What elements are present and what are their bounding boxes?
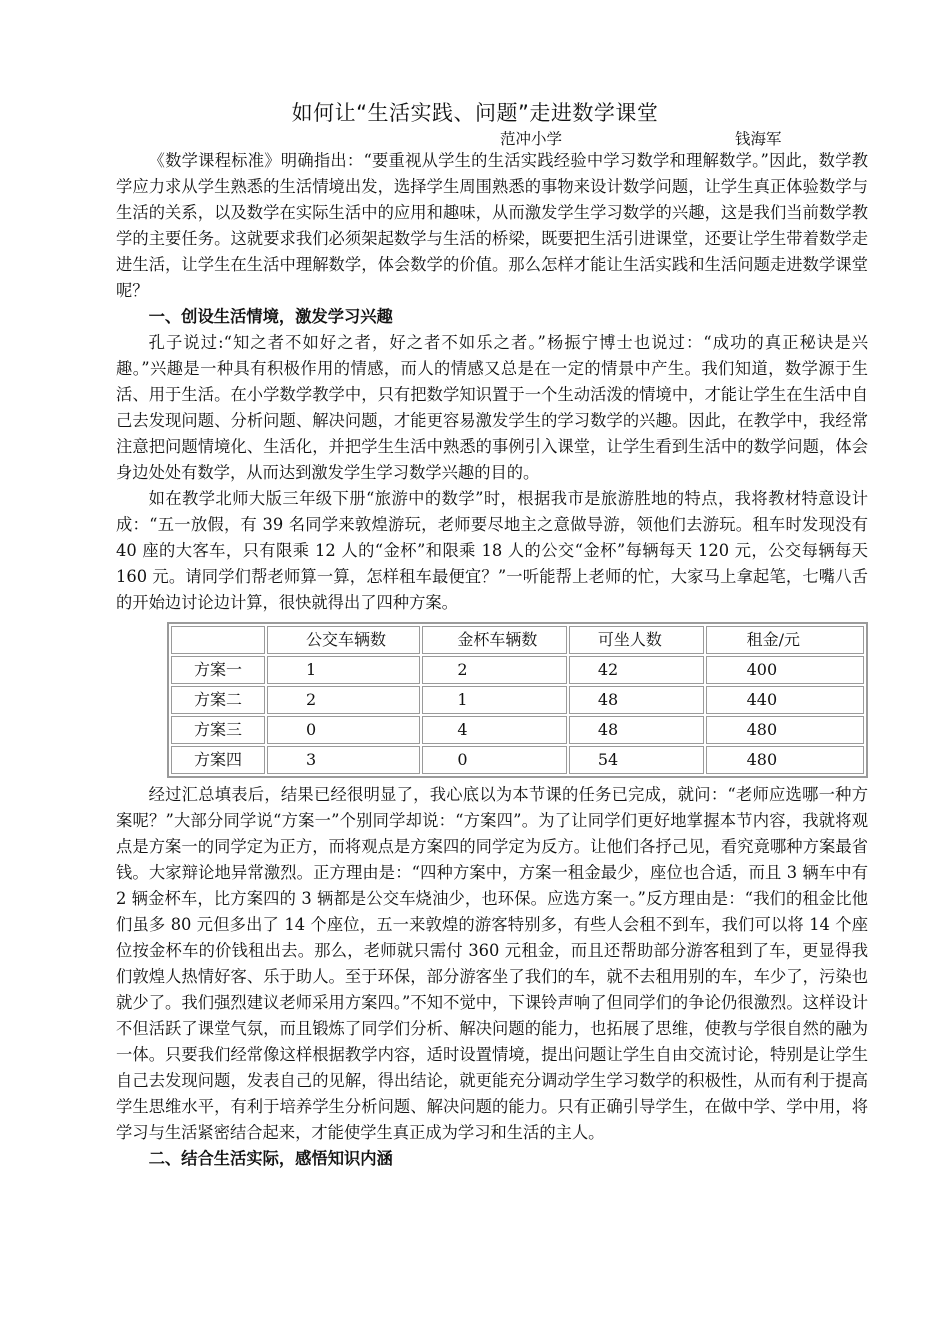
table-cell: 2 <box>422 656 567 684</box>
article-body <box>116 148 868 1172</box>
table-cell: 48 <box>569 716 704 744</box>
paragraph-discussion: 经过汇总填表后，结果已经很明显了，我心底以为本节课的任务已完成，就问：“老师应选哪一种方案呢？”大部分同学说“方案一”个别同学却说：“方案四”。为了让同学们更好地掌握本节内容，我就将观点是方案一的同学定为正方，而将观点是方案四的同学定为反方。让他们各抒己见，看究竟哪种方案最省钱。大家辩论地异常激烈。正方理由是：“四种方案中，方案一租金最少，座位也合适，而且 3 辆车中有 2 辆金杯车，比方案四的 3 辆都是公交车烧油少，也环保。应选方案一。”反方理由是：“我们的租金比他们虽多 80 元但多出了 14 个座位，五一来敦煌的游客特别多，有些人会租不到车，我们可以将 14 个座位按金杯车的价钱租出去。那么，老师就只需付 360 元租金，而且还帮助部分游客租到了车，更显得我们敦煌人热情好客、乐于助人。至于环保，部分游客坐了我们的车，就不去租用别的车，车少了，污染也就少了。我们强烈建议老师采用方案四。”不知不觉中，下课铃声响了但同学们的争论仍很激烈。这样设计不但活跃了课堂气氛，而且锻炼了同学们分析、解决问题的能力，也拓展了思维，使教与学很自然的融为一体。只要我们经常像这样根据教学内容，适时设置情境，提出问题让学生自由交流讨论，特别是让学生自己去发现问题，发表自己的见解，得出结论，就更能充分调动学生学习数学的积极性，从而有利于提高学生思维水平，有利于培养学生分析问题、解决问题的能力。只有正确引导学生，在做中学、学中用，将学习与生活紧密结合起来，才能使学生真正成为学习和生活的主人。 <box>116 785 868 1142</box>
plan-table <box>167 622 868 778</box>
table-cell: 方案三 <box>171 716 265 744</box>
table-row <box>171 746 864 774</box>
table-header-cell: 公交车辆数 <box>267 626 420 654</box>
table-cell: 480 <box>706 716 864 744</box>
table-cell: 42 <box>569 656 704 684</box>
school-name: 范冲小学 <box>500 130 563 148</box>
table-cell: 0 <box>422 746 567 774</box>
table-cell: 0 <box>267 716 420 744</box>
table-cell: 480 <box>706 746 864 774</box>
table-cell: 方案一 <box>171 656 265 684</box>
table-cell: 方案四 <box>171 746 265 774</box>
table-row <box>171 716 864 744</box>
table-cell: 54 <box>569 746 704 774</box>
table-header-cell: 租金/元 <box>706 626 864 654</box>
table-cell: 2 <box>267 686 420 714</box>
table-cell: 440 <box>706 686 864 714</box>
table-row <box>171 656 864 684</box>
table-cell: 48 <box>569 686 704 714</box>
table-cell: 400 <box>706 656 864 684</box>
table-row <box>171 686 864 714</box>
table-cell: 1 <box>422 686 567 714</box>
table-cell: 4 <box>422 716 567 744</box>
paragraph-intro: 《数学课程标准》明确指出：“要重视从学生的生活实践经验中学习数学和理解数学。”因此，数学教学应力求从学生熟悉的生活情境出发，选择学生周围熟悉的事物来设计数学问题，让学生真正体验数学与生活的关系，以及数学在实际生活中的应用和趣味，从而激发学生学习数学的兴趣，这是我们当前数学教学的主要任务。这就要求我们必须架起数学与生活的桥梁，既要把生活引进课堂，还要让学生带着数学走进生活，让学生在生活中理解数学，体会数学的价值。那么怎样才能让生活实践和生活问题走进数学课堂呢？ <box>116 151 868 300</box>
author-name: 钱海军 <box>735 130 782 148</box>
table-header-cell <box>171 626 265 654</box>
section-heading-2: 二、结合生活实际，感悟知识内涵 <box>148 1149 393 1168</box>
table-header-cell: 可坐人数 <box>569 626 704 654</box>
table-header-row <box>171 626 864 654</box>
section-heading-1: 一、创设生活情境，激发学习兴趣 <box>148 307 393 326</box>
table-cell: 1 <box>267 656 420 684</box>
paragraph-example: 如在教学北师大版三年级下册“旅游中的数学”时，根据我市是旅游胜地的特点，我将教材特意设计成：“五一放假，有 39 名同学来敦煌游玩，老师要尽地主之意做导游，领他们去游玩。租车时发现没有 40 座的大客车，只有限乘 12 人的“金杯”和限乘 18 人的公交“金杯”每辆每天 120 元，公交每辆每天 160 元。请同学们帮老师算一算，怎样租车最便宜？”一听能帮上老师的忙，大家马上拿起笔，七嘴八舌的开始边讨论边计算，很快就得出了四种方案。 <box>116 489 868 612</box>
table-header-cell: 金杯车辆数 <box>422 626 567 654</box>
paragraph-interest: 孔子说过:“知之者不如好之者，好之者不如乐之者。”杨振宁博士也说过：“成功的真正秘诀是兴趣。”兴趣是一种具有积极作用的情感，而人的情感又总是在一定的情景中产生。我们知道，数学源于生活、用于生活。在小学数学教学中，只有把数学知识置于一个生动活泼的情境中，才能让学生在生活中自己去发现问题、分析问题、解决问题，才能更容易激发学生的学习数学的兴趣。因此，在教学中，我经常注意把问题情境化、生活化，并把学生生活中熟悉的事例引入课堂，让学生看到生活中的数学问题，体会身边处处有数学，从而达到激发学生学习数学兴趣的目的。 <box>116 333 868 482</box>
table-cell: 3 <box>267 746 420 774</box>
table-cell: 方案二 <box>171 686 265 714</box>
document-title: 如何让“生活实践、问题”走进数学课堂 <box>291 101 659 125</box>
